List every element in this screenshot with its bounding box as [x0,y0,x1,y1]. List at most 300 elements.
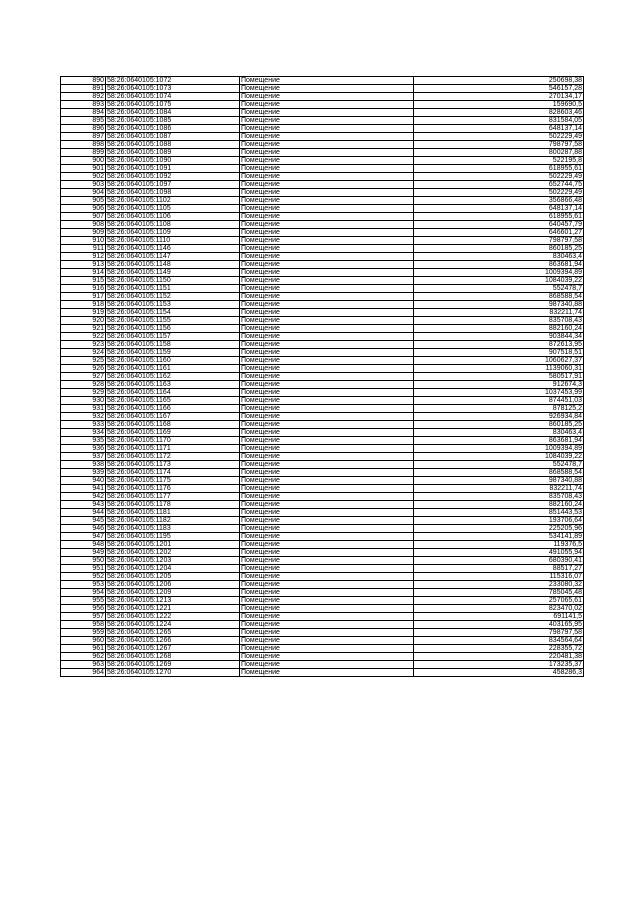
table-row [61,77,584,85]
cadastral-number: 58:26:0640105:1110 [106,237,240,245]
table-row [61,221,584,229]
cadastral-number: 58:26:0640105:1171 [106,445,240,453]
cadastral-number: 58:26:0640105:1267 [106,645,240,653]
table-row [61,501,584,509]
table-row [61,589,584,597]
cadastral-value: 863681,94 [414,261,584,269]
row-number: 920 [61,317,106,325]
row-number: 921 [61,325,106,333]
row-number: 915 [61,277,106,285]
table-row [61,653,584,661]
row-number: 917 [61,293,106,301]
table-row [61,405,584,413]
row-number: 941 [61,485,106,493]
table-row [61,333,584,341]
object-type: Помещение [240,109,414,117]
cadastral-value: 835708,43 [414,493,584,501]
object-type: Помещение [240,205,414,213]
cadastral-value: 220481,38 [414,653,584,661]
cadastral-value: 872613,95 [414,341,584,349]
object-type: Помещение [240,613,414,621]
object-type: Помещение [240,533,414,541]
cadastral-value: 159690,5 [414,101,584,109]
row-number: 946 [61,525,106,533]
table-row [61,581,584,589]
cadastral-number: 58:26:0640105:1176 [106,485,240,493]
object-type: Помещение [240,245,414,253]
table-row [61,629,584,637]
row-number: 943 [61,501,106,509]
row-number: 932 [61,413,106,421]
row-number: 905 [61,197,106,205]
cadastral-value: 270134,17 [414,93,584,101]
table-row [61,549,584,557]
table-row [61,253,584,261]
object-type: Помещение [240,557,414,565]
cadastral-value: 987340,88 [414,301,584,309]
cadastral-number: 58:26:0640105:1164 [106,389,240,397]
object-type: Помещение [240,85,414,93]
row-number: 960 [61,637,106,645]
cadastral-number: 58:26:0640105:1165 [106,397,240,405]
object-type: Помещение [240,173,414,181]
cadastral-number: 58:26:0640105:1224 [106,621,240,629]
cadastral-number: 58:26:0640105:1152 [106,293,240,301]
cadastral-number: 58:26:0640105:1075 [106,101,240,109]
cadastral-value: 534141,89 [414,533,584,541]
cadastral-value: 618955,61 [414,165,584,173]
row-number: 940 [61,477,106,485]
object-type: Помещение [240,437,414,445]
cadastral-value: 912674,3 [414,381,584,389]
object-type: Помещение [240,333,414,341]
object-type: Помещение [240,669,414,677]
cadastral-number: 58:26:0640105:1172 [106,453,240,461]
cadastral-number: 58:26:0640105:1087 [106,133,240,141]
cadastral-number: 58:26:0640105:1156 [106,325,240,333]
table-row [61,373,584,381]
cadastral-number: 58:26:0640105:1269 [106,661,240,669]
object-type: Помещение [240,445,414,453]
row-number: 950 [61,557,106,565]
cadastral-number: 58:26:0640105:1074 [106,93,240,101]
table-row [61,101,584,109]
row-number: 934 [61,429,106,437]
cadastral-number: 58:26:0640105:1073 [106,85,240,93]
row-number: 911 [61,245,106,253]
object-type: Помещение [240,285,414,293]
object-type: Помещение [240,573,414,581]
row-number: 947 [61,533,106,541]
table-row [61,365,584,373]
row-number: 939 [61,469,106,477]
cadastral-value: 648137,14 [414,205,584,213]
row-number: 952 [61,573,106,581]
cadastral-value: 580517,91 [414,373,584,381]
table-row [61,413,584,421]
table-row [61,325,584,333]
cadastral-number: 58:26:0640105:1088 [106,141,240,149]
table-row [61,93,584,101]
row-number: 935 [61,437,106,445]
row-number: 944 [61,509,106,517]
row-number: 893 [61,101,106,109]
cadastral-value: 987340,88 [414,477,584,485]
row-number: 956 [61,605,106,613]
object-type: Помещение [240,301,414,309]
cadastral-value: 502229,49 [414,133,584,141]
table-row [61,349,584,357]
row-number: 901 [61,165,106,173]
table-row [61,613,584,621]
cadastral-value: 250698,38 [414,77,584,85]
cadastral-value: 119376,5 [414,541,584,549]
cadastral-number: 58:26:0640105:1085 [106,117,240,125]
table-row [61,573,584,581]
cadastral-number: 58:26:0640105:1168 [106,421,240,429]
row-number: 897 [61,133,106,141]
cadastral-value: 835708,43 [414,317,584,325]
cadastral-number: 58:26:0640105:1162 [106,373,240,381]
table-row [61,445,584,453]
cadastral-value: 403165,95 [414,621,584,629]
cadastral-value: 680390,41 [414,557,584,565]
cadastral-number: 58:26:0640105:1150 [106,277,240,285]
object-type: Помещение [240,237,414,245]
table-row [61,381,584,389]
row-number: 948 [61,541,106,549]
object-type: Помещение [240,637,414,645]
cadastral-value: 1009394,89 [414,445,584,453]
table-row [61,525,584,533]
cadastral-value: 830463,4 [414,429,584,437]
cadastral-number: 58:26:0640105:1086 [106,125,240,133]
cadastral-number: 58:26:0640105:1160 [106,357,240,365]
object-type: Помещение [240,141,414,149]
row-number: 906 [61,205,106,213]
table-row [61,637,584,645]
row-number: 890 [61,77,106,85]
table-row [61,141,584,149]
table-row [61,181,584,189]
cadastral-number: 58:26:0640105:1149 [106,269,240,277]
table-row [61,269,584,277]
table-row [61,437,584,445]
table-row [61,173,584,181]
cadastral-value: 115316,07 [414,573,584,581]
cadastral-number: 58:26:0640105:1151 [106,285,240,293]
object-type: Помещение [240,485,414,493]
cadastral-number: 58:26:0640105:1091 [106,165,240,173]
cadastral-value: 868588,54 [414,293,584,301]
cadastral-value: 552478,7 [414,461,584,469]
table-row [61,517,584,525]
row-number: 895 [61,117,106,125]
object-type: Помещение [240,645,414,653]
cadastral-value: 502229,49 [414,189,584,197]
cadastral-value: 878125,2 [414,405,584,413]
row-number: 900 [61,157,106,165]
cadastral-number: 58:26:0640105:1201 [106,541,240,549]
row-number: 918 [61,301,106,309]
cadastral-number: 58:26:0640105:1177 [106,493,240,501]
row-number: 899 [61,149,106,157]
cadastral-number: 58:26:0640105:1183 [106,525,240,533]
cadastral-number: 58:26:0640105:1163 [106,381,240,389]
table-row [61,213,584,221]
cadastral-number: 58:26:0640105:1090 [106,157,240,165]
object-type: Помещение [240,221,414,229]
table-row [61,429,584,437]
cadastral-value: 646601,27 [414,229,584,237]
object-type: Помещение [240,101,414,109]
object-type: Помещение [240,341,414,349]
object-type: Помещение [240,325,414,333]
cadastral-value: 522195,8 [414,157,584,165]
row-number: 916 [61,285,106,293]
cadastral-number: 58:26:0640105:1154 [106,309,240,317]
object-type: Помещение [240,653,414,661]
object-type: Помещение [240,461,414,469]
row-number: 929 [61,389,106,397]
table-row [61,541,584,549]
row-number: 957 [61,613,106,621]
cadastral-number: 58:26:0640105:1195 [106,533,240,541]
cadastral-value: 882160,24 [414,325,584,333]
table-row [61,493,584,501]
object-type: Помещение [240,621,414,629]
table-body [61,77,584,677]
cadastral-number: 58:26:0640105:1202 [106,549,240,557]
row-number: 919 [61,309,106,317]
object-type: Помещение [240,413,414,421]
object-type: Помещение [240,661,414,669]
cadastral-value: 832211,74 [414,309,584,317]
cadastral-value: 1084039,22 [414,277,584,285]
row-number: 891 [61,85,106,93]
cadastral-value: 851443,53 [414,509,584,517]
row-number: 928 [61,381,106,389]
table-row [61,277,584,285]
table-row [61,565,584,573]
cadastral-number: 58:26:0640105:1268 [106,653,240,661]
object-type: Помещение [240,589,414,597]
table-row [61,317,584,325]
object-type: Помещение [240,509,414,517]
table-row [61,389,584,397]
object-type: Помещение [240,453,414,461]
cadastral-value: 1037453,99 [414,389,584,397]
cadastral-number: 58:26:0640105:1158 [106,341,240,349]
object-type: Помещение [240,269,414,277]
table-row [61,149,584,157]
object-type: Помещение [240,189,414,197]
row-number: 954 [61,589,106,597]
cadastral-value: 88517,27 [414,565,584,573]
row-number: 953 [61,581,106,589]
row-number: 902 [61,173,106,181]
row-number: 925 [61,357,106,365]
object-type: Помещение [240,357,414,365]
cadastral-value-table [60,76,584,677]
cadastral-number: 58:26:0640105:1089 [106,149,240,157]
cadastral-number: 58:26:0640105:1098 [106,189,240,197]
cadastral-number: 58:26:0640105:1084 [106,109,240,117]
row-number: 936 [61,445,106,453]
cadastral-number: 58:26:0640105:1178 [106,501,240,509]
row-number: 951 [61,565,106,573]
object-type: Помещение [240,397,414,405]
table-row [61,133,584,141]
table-row [61,533,584,541]
row-number: 904 [61,189,106,197]
object-type: Помещение [240,349,414,357]
row-number: 910 [61,237,106,245]
object-type: Помещение [240,421,414,429]
cadastral-number: 58:26:0640105:1174 [106,469,240,477]
cadastral-value: 882160,24 [414,501,584,509]
cadastral-value: 1139060,31 [414,365,584,373]
object-type: Помещение [240,277,414,285]
cadastral-number: 58:26:0640105:1155 [106,317,240,325]
object-type: Помещение [240,157,414,165]
cadastral-number: 58:26:0640105:1204 [106,565,240,573]
cadastral-number: 58:26:0640105:1159 [106,349,240,357]
cadastral-number: 58:26:0640105:1147 [106,253,240,261]
object-type: Помещение [240,365,414,373]
table-row [61,245,584,253]
row-number: 896 [61,125,106,133]
cadastral-number: 58:26:0640105:1167 [106,413,240,421]
object-type: Помещение [240,493,414,501]
row-number: 908 [61,221,106,229]
cadastral-value: 903844,34 [414,333,584,341]
object-type: Помещение [240,381,414,389]
row-number: 923 [61,341,106,349]
cadastral-number: 58:26:0640105:1092 [106,173,240,181]
cadastral-value: 907518,51 [414,349,584,357]
object-type: Помещение [240,253,414,261]
cadastral-value: 228355,72 [414,645,584,653]
cadastral-number: 58:26:0640105:1157 [106,333,240,341]
cadastral-number: 58:26:0640105:1153 [106,301,240,309]
table-row [61,485,584,493]
cadastral-number: 58:26:0640105:1170 [106,437,240,445]
object-type: Помещение [240,629,414,637]
cadastral-value: 800287,88 [414,149,584,157]
cadastral-number: 58:26:0640105:1072 [106,77,240,85]
cadastral-value: 860185,25 [414,421,584,429]
cadastral-number: 58:26:0640105:1203 [106,557,240,565]
table-row [61,85,584,93]
table-row [61,557,584,565]
cadastral-number: 58:26:0640105:1166 [106,405,240,413]
object-type: Помещение [240,525,414,533]
cadastral-value: 828603,46 [414,109,584,117]
table-row [61,509,584,517]
object-type: Помещение [240,229,414,237]
row-number: 930 [61,397,106,405]
row-number: 955 [61,597,106,605]
cadastral-value: 257065,61 [414,597,584,605]
row-number: 963 [61,661,106,669]
row-number: 922 [61,333,106,341]
cadastral-number: 58:26:0640105:1106 [106,213,240,221]
cadastral-value: 1060627,37 [414,357,584,365]
cadastral-value: 640457,79 [414,221,584,229]
table-row [61,621,584,629]
cadastral-value: 552478,7 [414,285,584,293]
cadastral-number: 58:26:0640105:1097 [106,181,240,189]
row-number: 942 [61,493,106,501]
table-row [61,469,584,477]
object-type: Помещение [240,581,414,589]
row-number: 914 [61,269,106,277]
table-row [61,261,584,269]
table-row [61,421,584,429]
cadastral-value: 652744,75 [414,181,584,189]
cadastral-number: 58:26:0640105:1169 [106,429,240,437]
cadastral-value: 546157,28 [414,85,584,93]
table-row [61,205,584,213]
row-number: 894 [61,109,106,117]
cadastral-number: 58:26:0640105:1148 [106,261,240,269]
cadastral-value: 491055,94 [414,549,584,557]
cadastral-number: 58:26:0640105:1105 [106,205,240,213]
cadastral-value: 874451,03 [414,397,584,405]
object-type: Помещение [240,597,414,605]
object-type: Помещение [240,77,414,85]
cadastral-number: 58:26:0640105:1205 [106,573,240,581]
cadastral-value: 823470,02 [414,605,584,613]
row-number: 909 [61,229,106,237]
row-number: 962 [61,653,106,661]
cadastral-value: 798797,58 [414,237,584,245]
cadastral-value: 834564,64 [414,637,584,645]
table-row [61,165,584,173]
table-row [61,341,584,349]
row-number: 961 [61,645,106,653]
table-row [61,301,584,309]
cadastral-number: 58:26:0640105:1146 [106,245,240,253]
table-row [61,285,584,293]
object-type: Помещение [240,261,414,269]
row-number: 949 [61,549,106,557]
row-number: 912 [61,253,106,261]
object-type: Помещение [240,405,414,413]
row-number: 903 [61,181,106,189]
table-row [61,645,584,653]
object-type: Помещение [240,181,414,189]
row-number: 926 [61,365,106,373]
cadastral-value: 193706,64 [414,517,584,525]
table-row [61,309,584,317]
row-number: 938 [61,461,106,469]
cadastral-value: 233080,32 [414,581,584,589]
cadastral-number: 58:26:0640105:1221 [106,605,240,613]
table-row [61,157,584,165]
cadastral-value: 868588,54 [414,469,584,477]
row-number: 933 [61,421,106,429]
table-row [61,669,584,677]
object-type: Помещение [240,197,414,205]
object-type: Помещение [240,501,414,509]
table-row [61,357,584,365]
table-row [61,197,584,205]
object-type: Помещение [240,549,414,557]
cadastral-value: 502229,49 [414,173,584,181]
row-number: 898 [61,141,106,149]
